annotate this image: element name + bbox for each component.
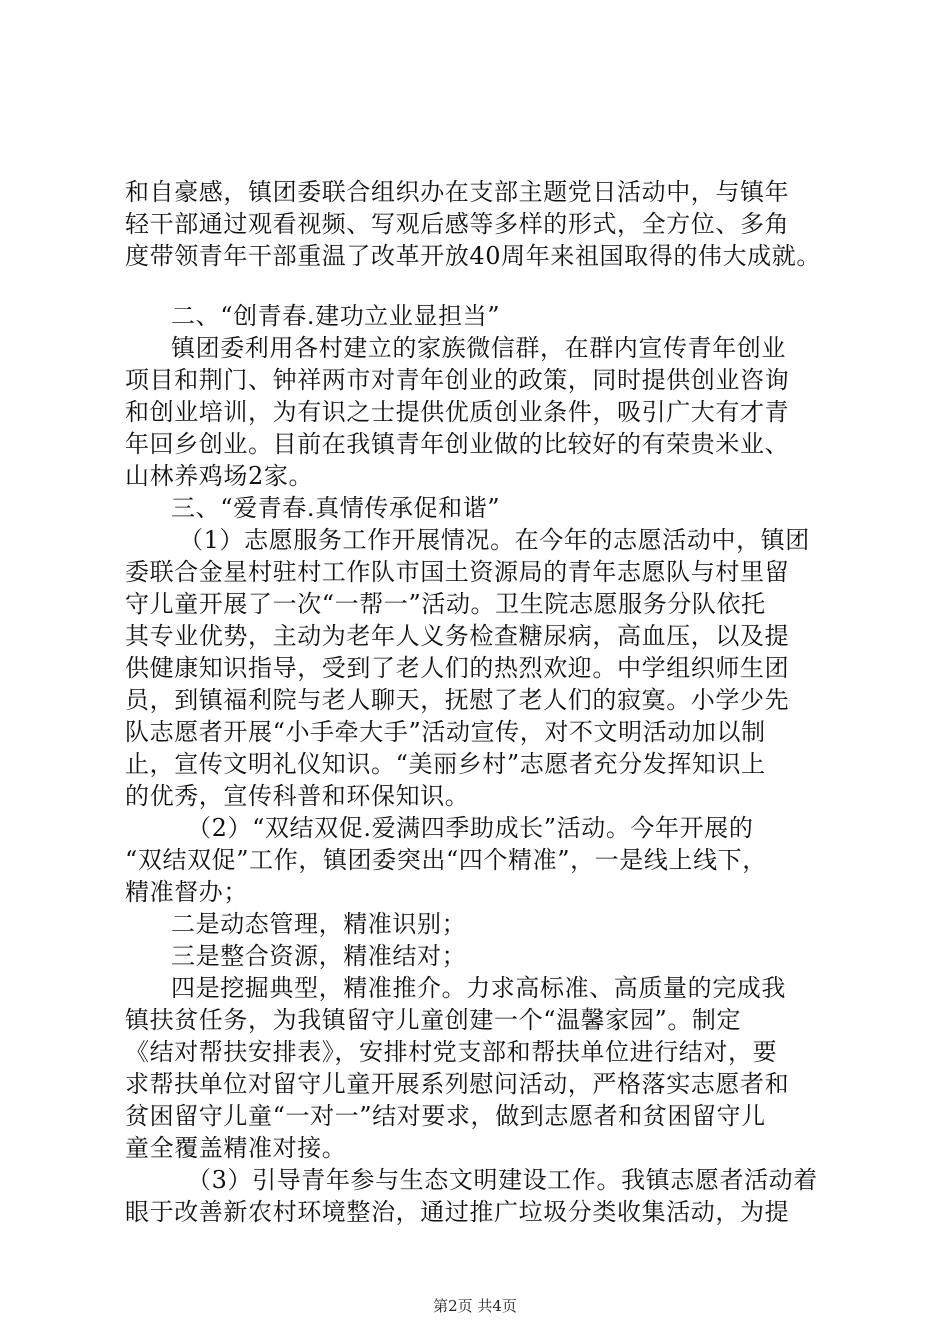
text-line: （3）引导青年参与生态文明建设工作。我镇志愿者活动着 — [187, 1166, 818, 1194]
text-line: “双结双促”工作，镇团委突出“四个精准”，一是线上线下， — [125, 846, 767, 874]
page-number-footer: 第2页 共4页 — [433, 1297, 517, 1315]
text-line: 眼于改善新农村环境整治，通过推广垃圾分类收集活动，为提 — [125, 1198, 790, 1226]
text-line: 轻干部通过观看视频、写观后感等多样的形式，全方位、多角 — [125, 210, 790, 238]
paragraph-gap — [125, 272, 845, 300]
text-line: 山林养鸡场2家。 — [125, 462, 314, 490]
text-line: （1）志愿服务工作开展情况。在今年的志愿活动中，镇团 — [179, 526, 810, 554]
section-heading-2: 二、“创青春.建功立业显担当” — [171, 302, 501, 330]
text-line: 供健康知识指导，受到了老人们的热烈欢迎。中学组织师生团 — [125, 654, 790, 682]
text-line: 止，宣传文明礼仪知识。“美丽乡村”志愿者充分发挥知识上 — [125, 750, 766, 778]
document-body — [125, 176, 845, 1228]
text-line: 贫困留守儿童“一对一”结对要求，做到志愿者和贫困留守儿 — [125, 1102, 766, 1130]
text-line: 守儿童开展了一次“一帮一”活动。卫生院志愿服务分队依托 — [125, 590, 766, 618]
text-line: 年回乡创业。目前在我镇青年创业做的比较好的有荣贵米业、 — [125, 430, 790, 458]
text-line: 和创业培训，为有识之士提供优质创业条件，吸引广大有才青 — [125, 398, 790, 426]
text-line: 三是整合资源，精准结对； — [171, 942, 467, 970]
text-line: 和自豪感，镇团委联合组织办在支部主题党日活动中，与镇年 — [125, 178, 790, 206]
text-line: 四是挖掘典型，精准推介。力求高标准、高质量的完成我 — [171, 974, 786, 1002]
text-line: 其专业优势，主动为老年人义务检查糖尿病，高血压，以及提 — [125, 622, 790, 650]
text-line: 委联合金星村驻村工作队市国土资源局的青年志愿队与村里留 — [125, 558, 790, 586]
text-line: 镇扶贫任务，为我镇留守儿童创建一个“温馨家园”。制定 — [125, 1006, 742, 1034]
text-line: 项目和荆门、钟祥两市对青年创业的政策，同时提供创业咨询 — [125, 366, 790, 394]
text-line: （2）“双结双促.爱满四季助成长”活动。今年开展的 — [187, 814, 754, 842]
text-line: 求帮扶单位对留守儿童开展系列慰问活动，严格落实志愿者和 — [125, 1070, 790, 1098]
text-line: 镇团委利用各村建立的家族微信群，在群内宣传青年创业 — [171, 334, 786, 362]
text-line: 队志愿者开展“小手牵大手”活动宣传，对不文明活动加以制 — [125, 718, 766, 746]
text-line: 精准督办； — [125, 878, 248, 906]
text-line: 员，到镇福利院与老人聊天，抚慰了老人们的寂寞。小学少先 — [125, 686, 790, 714]
text-line: 《结对帮扶安排表》，安排村党支部和帮扶单位进行结对，要 — [125, 1038, 778, 1066]
text-line: 童全覆盖精准对接。 — [125, 1134, 347, 1162]
text-line: 的优秀，宣传科普和环保知识。 — [125, 782, 470, 810]
section-heading-3: 三、“爱青春.真情传承促和谐” — [171, 494, 501, 522]
text-line: 二是动态管理，精准识别； — [171, 910, 467, 938]
text-line: 度带领青年干部重温了改革开放40周年来祖国取得的伟大成就。 — [125, 242, 821, 270]
